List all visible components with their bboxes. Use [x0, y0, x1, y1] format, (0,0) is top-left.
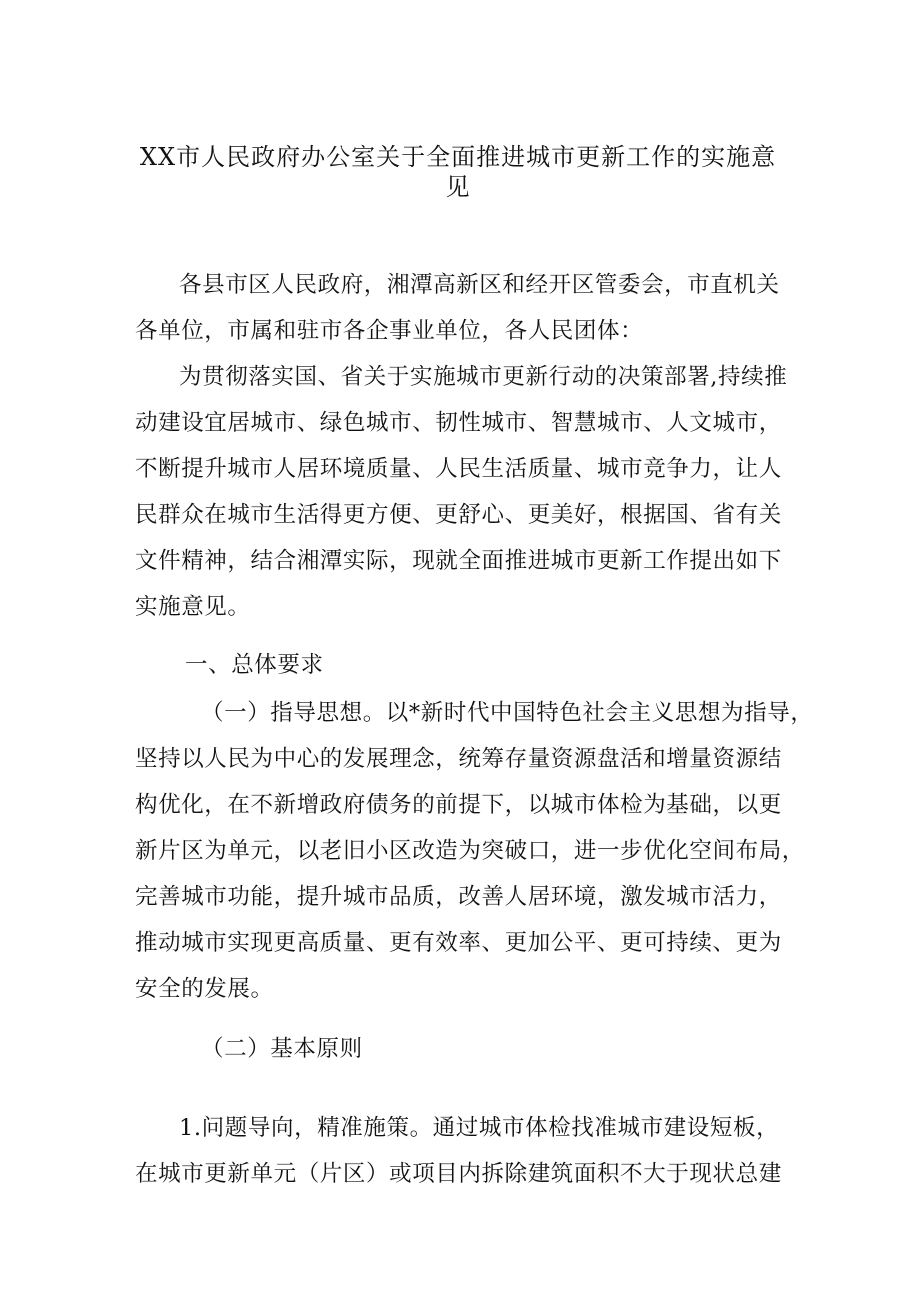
text-line: 推动城市实现更高质量、更有效率、更加公平、更可持续、更为 [135, 930, 782, 956]
text-line: 动建设宜居城市、绿色城市、韧性城市、智慧城市、人文城市， [135, 410, 782, 436]
subsection-heading: （二）基本原则 [201, 1036, 363, 1062]
text-line: 完善城市功能，提升城市品质，改善人居环境，激发城市活力， [135, 884, 782, 910]
text-line: 构优化，在不新增政府债务的前提下，以城市体检为基础，以更 [135, 792, 782, 818]
text-line: 在城市更新单元（片区）或项目内拆除建筑面积不大于现状总建 [135, 1161, 782, 1187]
section-heading: 一、总体要求 [185, 652, 324, 678]
intro-paragraph [135, 354, 795, 630]
text-line: 1.问题导向，精准施策。通过城市体检找准城市建设短板， [179, 1115, 780, 1141]
subsection-heading-2 [135, 1026, 795, 1072]
text-line: 为贯彻落实国、省关于实施城市更新行动的决策部署,持续推 [179, 364, 788, 390]
document-title-line-2: 见 [445, 173, 471, 201]
text-line: 不断提升城市人居环境质量、人民生活质量、城市竞争力，让人 [135, 456, 782, 482]
text-line: 各单位，市属和驻市各企事业单位，各人民团体： [135, 318, 644, 344]
document-title-line-1: XX市人民政府办公室关于全面推进城市更新工作的实施意 [139, 143, 777, 171]
text-line: 文件精神，结合湘潭实际，现就全面推进城市更新工作提出如下 [135, 548, 782, 574]
text-line: （一）指导思想。以*新时代中国特色社会主义思想为指导， [201, 700, 814, 726]
text-line: 民群众在城市生活得更方便、更舒心、更美好，根据国、省有关 [135, 502, 782, 528]
text-line: 新片区为单元，以老旧小区改造为突破口，进一步优化空间布局， [135, 838, 805, 864]
addressee-paragraph [135, 262, 795, 354]
section-heading-1 [135, 642, 795, 688]
text-line: 各县市区人民政府，湘潭高新区和经开区管委会，市直机关 [179, 272, 780, 298]
principle-1-paragraph [135, 1105, 795, 1197]
text-line: 安全的发展。 [135, 976, 274, 1002]
guiding-thought-paragraph [135, 690, 814, 1012]
text-line: 实施意见。 [135, 594, 251, 620]
text-line: 坚持以人民为中心的发展理念，统筹存量资源盘活和增量资源结 [135, 746, 782, 772]
